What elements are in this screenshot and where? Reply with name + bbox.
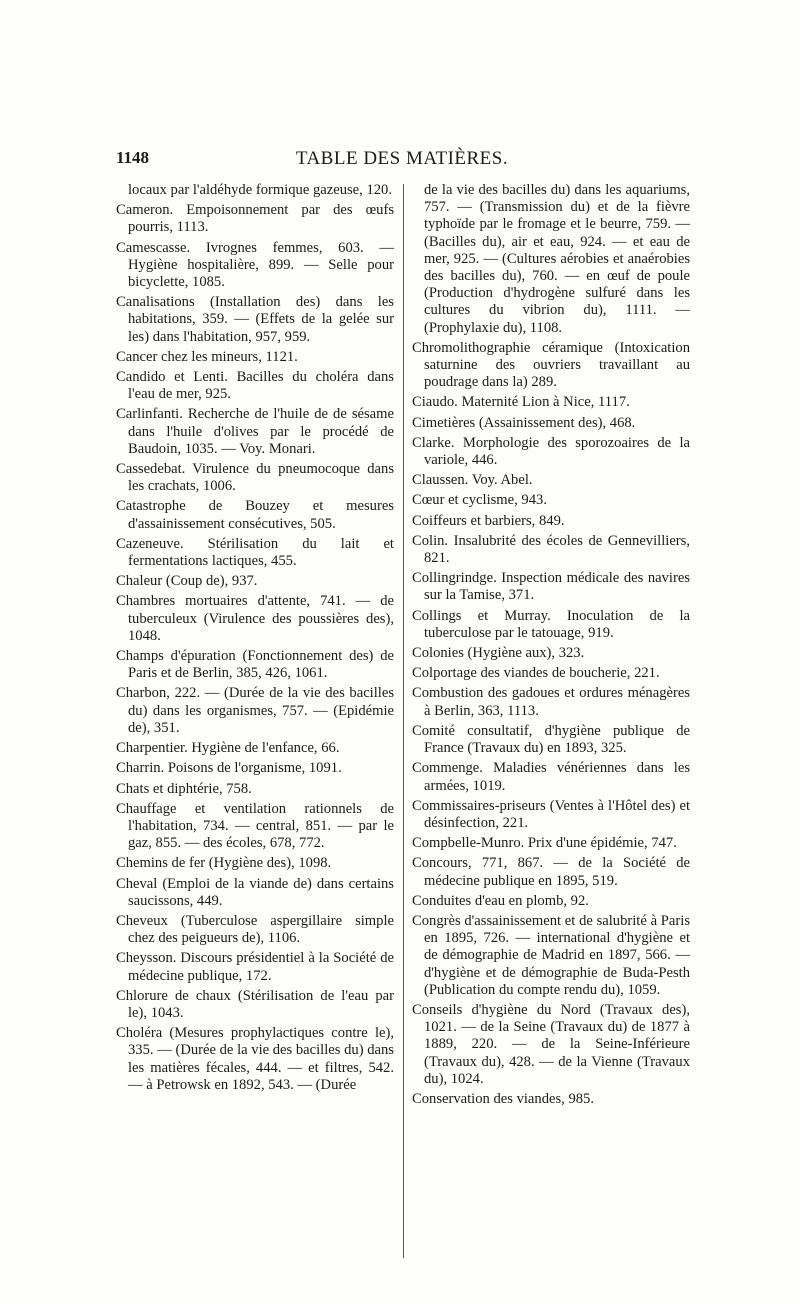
index-entry: Cheysson. Discours présidentiel à la Société de médecine publique, 172. (116, 950, 394, 984)
index-entry: Camescasse. Ivrognes femmes, 603. — Hygiène hospitalière, 899. — Selle pour bicyclette, 1085. (116, 239, 394, 291)
index-entry: Catastrophe de Bouzey et mesures d'assainissement consécutives, 505. (116, 498, 394, 532)
index-entry: Chromolithographie céramique (Intoxication saturnine des ouvriers travaillant au poudrage dans la) 289. (412, 339, 690, 391)
index-entry: Charrin. Poisons de l'organisme, 1091. (116, 760, 342, 777)
index-entry: Compbelle-Munro. Prix d'une épidémie, 747. (412, 835, 677, 852)
page-header (116, 148, 688, 178)
index-entry: Choléra (Mesures prophylactiques contre le), 335. — (Durée de la vie des bacilles du) dans les matières fécales, 444. — et filtres, 542. — à Petrowsk en 1892, 543. — (Durée (116, 1025, 394, 1093)
index-entry: Conduites d'eau en plomb, 92. (412, 892, 589, 909)
index-entry: Concours, 771, 867. — de la Société de médecine publique en 1895, 519. (412, 855, 690, 889)
index-entry: Colportage des viandes de boucherie, 221. (412, 665, 660, 682)
index-entry: Cassedebat. Virulence du pneumocoque dans les crachats, 1006. (116, 461, 394, 495)
index-entry: Combustion des gadoues et ordures ménagères à Berlin, 363, 1113. (412, 685, 690, 719)
index-entry: Charbon, 222. — (Durée de la vie des bacilles du) dans les organismes, 757. — (Epidémie de), 351. (116, 685, 394, 736)
index-entry: Cameron. Empoisonnement par des œufs pourris, 1113. (116, 202, 394, 236)
index-entry: Cazeneuve. Stérilisation du lait et fermentations lactiques, 455. (116, 535, 394, 570)
index-entry: Cœur et cyclisme, 943. (412, 492, 547, 509)
right-column (412, 182, 690, 1272)
index-entry: Cimetières (Assainissement des), 468. (412, 414, 636, 431)
index-entry: Cancer chez les mineurs, 1121. (116, 348, 298, 365)
index-entry: Conseils d'hygiène du Nord (Travaux des), 1021. — de la Seine (Travaux du) de 1877 à 1889, 220. — de la Seine-Inférieure (Travaux du), 428. — de la Vienne (Travaux du), 1024. (412, 1001, 690, 1087)
index-entry: Commenge. Maladies vénériennes dans les armées, 1019. (412, 760, 690, 794)
index-entry: Colin. Insalubrité des écoles de Gennevilliers, 821. (412, 532, 690, 567)
index-entry: Ciaudo. Maternité Lion à Nice, 1117. (412, 394, 630, 411)
index-entry: Chats et diphtérie, 758. (116, 780, 252, 797)
index-entry: Colonies (Hygiène aux), 323. (412, 645, 585, 662)
index-columns (112, 182, 690, 1272)
index-entry: Canalisations (Installation des) dans les habitations, 359. — (Effets de la gelée sur les) dans l'habitation, 957, 959. (116, 294, 394, 345)
index-entry: Chambres mortuaires d'attente, 741. — de tuberculeux (Virulence des poussières des), 1048. (116, 593, 394, 644)
left-column (116, 182, 394, 1272)
index-entry: Charpentier. Hygiène de l'enfance, 66. (116, 740, 340, 757)
index-entry: Chaleur (Coup de), 937. (116, 573, 258, 590)
index-entry: Chauffage et ventilation rationnels de l'habitation, 734. — central, 851. — par le gaz, 855. — des écoles, 678, 772. (116, 800, 394, 852)
index-entry: de la vie des bacilles du) dans les aquariums, 757. — (Transmission du) et de la fièvre typhoïde par le fromage et le beurre, 759. — (Bacilles du), air et eau, 924. — et eau de mer, 925. — (Cultures aérobies et anaérobies des bacilles du), 760. — en œuf de poule (Production d'hydrogène sulfuré dans les cultures du vibrion du), 1111. — (Prophylaxie du), 1108. (424, 182, 690, 336)
index-entry: Collingrindge. Inspection médicale des navires sur la Tamise, 371. (412, 570, 690, 604)
index-entry: Congrès d'assainissement et de salubrité à Paris en 1895, 726. — international d'hygiène et de démographie de Madrid en 1897, 566. — d'hygiène et de démographie de Buda-Pesth (Publication du compte rendu du), 1059. (412, 912, 690, 998)
index-entry: Chemins de fer (Hygiène des), 1098. (116, 855, 332, 872)
page-number: 1148 (116, 148, 150, 167)
index-entry: Commissaires-priseurs (Ventes à l'Hôtel des) et désinfection, 221. (412, 797, 690, 831)
index-entry: Champs d'épuration (Fonctionnement des) de Paris et de Berlin, 385, 426, 1061. (116, 648, 394, 682)
column-divider (403, 184, 404, 1258)
index-entry: Candido et Lenti. Bacilles du choléra dans l'eau de mer, 925. (116, 369, 394, 403)
index-entry: Coiffeurs et barbiers, 849. (412, 512, 565, 529)
index-entry: Cheval (Emploi de la viande de) dans certains saucissons, 449. (116, 875, 394, 909)
index-entry: Clarke. Morphologie des sporozoaires de la variole, 446. (412, 434, 690, 469)
index-entry: Claussen. Voy. Abel. (412, 472, 533, 489)
index-entry: Collings et Murray. Inoculation de la tuberculose par le tatouage, 919. (412, 607, 690, 641)
index-entry: Chlorure de chaux (Stérilisation de l'eau par le), 1043. (116, 987, 394, 1021)
index-entry: Comité consultatif, d'hygiène publique de France (Travaux du) en 1893, 325. (412, 722, 690, 757)
running-title: TABLE DES MATIÈRES. (295, 148, 509, 169)
index-entry: locaux par l'aldéhyde formique gazeuse, 120. (128, 182, 392, 198)
index-entry: Conservation des viandes, 985. (412, 1090, 594, 1107)
index-entry: Cheveux (Tuberculose aspergillaire simple chez des peigueurs de), 1106. (116, 912, 394, 947)
index-entry: Carlinfanti. Recherche de l'huile de de sésame dans l'huile d'olives par le procédé de Baudoin, 1035. — Voy. Monari. (116, 406, 394, 457)
